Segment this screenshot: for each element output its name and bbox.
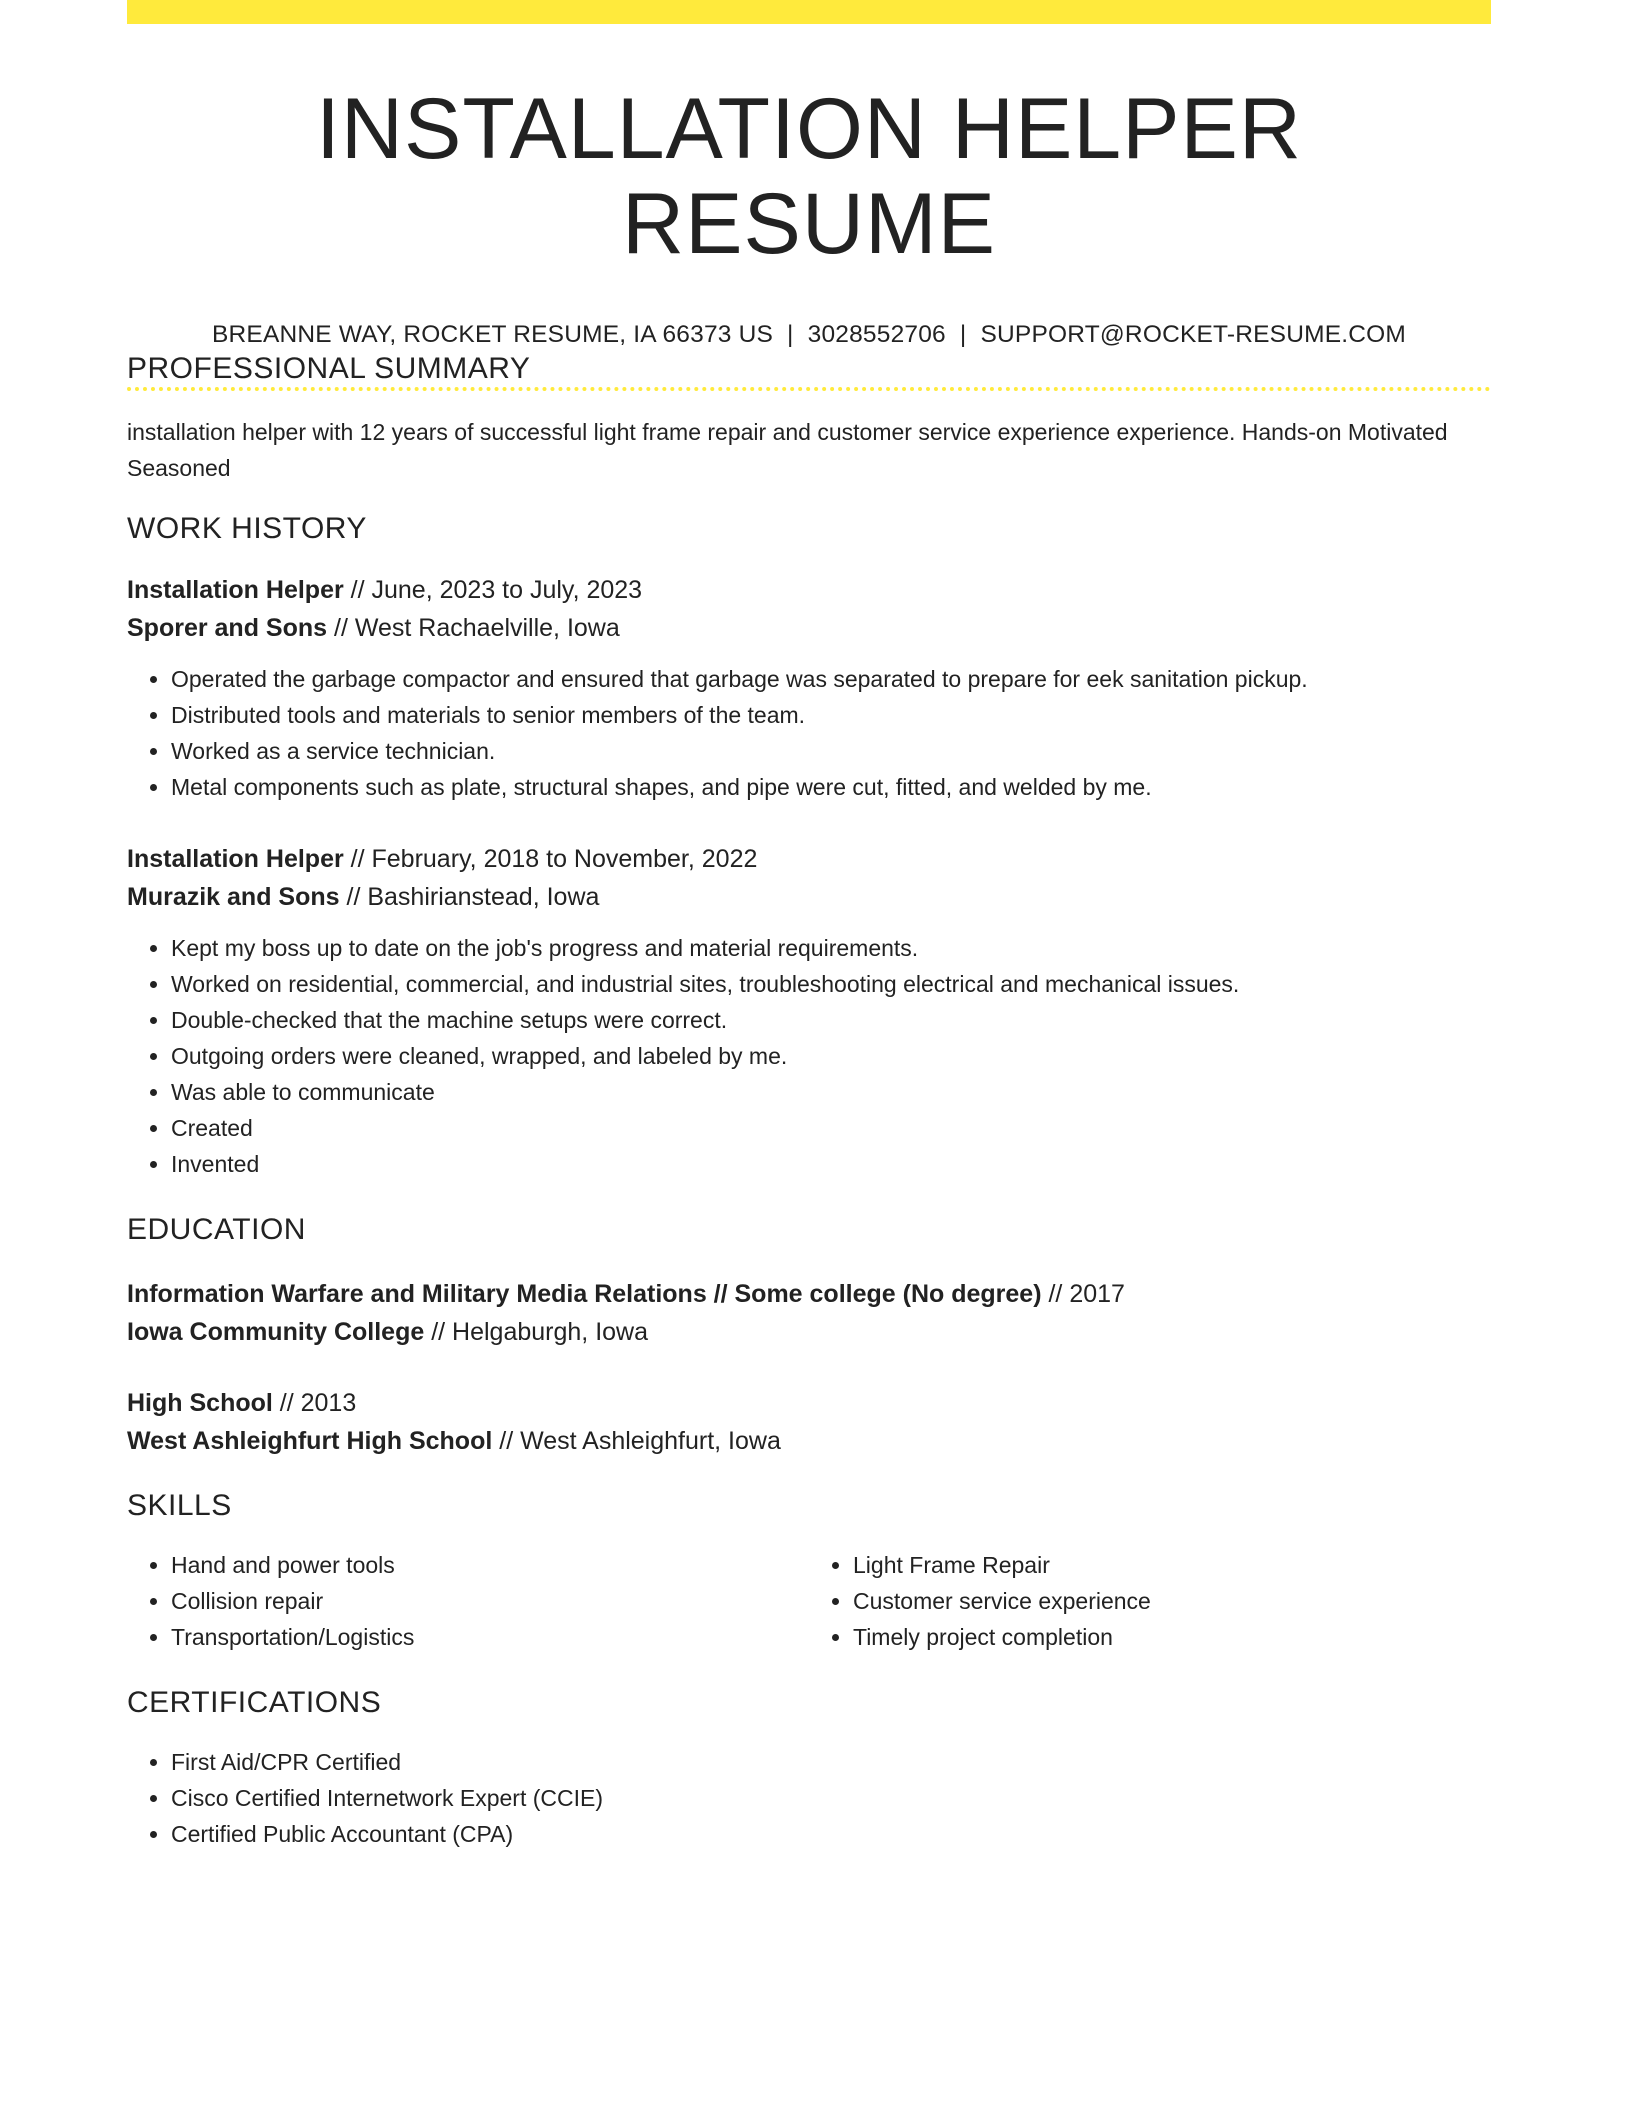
degree-line <box>127 1275 1491 1313</box>
list-item: • Collision repair <box>171 1583 809 1619</box>
certifications-list <box>127 1744 1491 1852</box>
section-heading-education: EDUCATION <box>127 1213 306 1246</box>
address: BREANNE WAY, ROCKET RESUME, IA 66373 US <box>211 321 774 349</box>
school-line <box>127 1422 1491 1460</box>
list-item: • Metal components such as plate, structural shapes, and pipe were cut, fitted, and welded by me. <box>171 769 1491 805</box>
list-item: • Kept my boss up to date on the job's progress and material requirements. <box>171 930 1491 966</box>
job-duties-list <box>127 661 1491 805</box>
contact-line <box>127 321 1491 349</box>
education-section <box>127 1213 1491 1247</box>
list-item: • Certified Public Accountant (CPA) <box>171 1816 1491 1852</box>
school-location: // Helgaburgh, Iowa <box>424 1318 649 1346</box>
job-company: Sporer and Sons <box>127 614 328 642</box>
list-item: • Outgoing orders were cleaned, wrapped, and labeled by me. <box>171 1038 1491 1074</box>
section-heading-certifications: CERTIFICATIONS <box>127 1686 382 1719</box>
email-link[interactable]: SUPPORT@ROCKET-RESUME.COM <box>980 321 1407 349</box>
accent-bar <box>127 0 1491 24</box>
job-entry <box>127 571 1491 805</box>
list-item: • Worked as a service technician. <box>171 733 1491 769</box>
summary-text: installation helper with 12 years of successful light frame repair and customer service experience experience. Hands-on Motivated Seasoned <box>127 419 1448 481</box>
degree: Information Warfare and Military Media Relations // Some college (No degree) <box>127 1280 1042 1308</box>
list-item: • Timely project completion <box>853 1619 1491 1655</box>
work-history-section <box>127 512 1491 546</box>
list-item: • Created <box>171 1110 1491 1146</box>
list-item: • Double-checked that the machine setups were correct. <box>171 1002 1491 1038</box>
job-dates: // June, 2023 to July, 2023 <box>343 576 643 604</box>
skills-columns <box>127 1547 1491 1655</box>
job-dates: // February, 2018 to November, 2022 <box>343 845 758 873</box>
resume-page <box>127 0 1491 1847</box>
job-location: // Bashirianstead, Iowa <box>339 883 600 911</box>
section-heading-work: WORK HISTORY <box>127 512 367 545</box>
job-title: Installation Helper <box>127 576 344 604</box>
job-location: // West Rachaelville, Iowa <box>327 614 620 642</box>
contact-separator: | <box>959 321 967 349</box>
education-entry <box>127 1384 1491 1460</box>
section-heading-skills: SKILLS <box>127 1489 232 1522</box>
list-item: • Operated the garbage compactor and ensured that garbage was separated to prepare for eek sanitation pickup. <box>171 661 1491 697</box>
school-name: Iowa Community College <box>127 1318 425 1346</box>
list-item: • Transportation/Logistics <box>171 1619 809 1655</box>
degree-line <box>127 1384 1491 1422</box>
list-item: • Light Frame Repair <box>853 1547 1491 1583</box>
list-item: • Distributed tools and materials to senior members of the team. <box>171 697 1491 733</box>
list-item: • Was able to communicate <box>171 1074 1491 1110</box>
job-entry <box>127 840 1491 1182</box>
school-name: West Ashleighfurt High School <box>127 1427 493 1455</box>
resume-title: INSTALLATION HELPER RESUME <box>316 81 1302 272</box>
list-item: • Hand and power tools <box>171 1547 809 1583</box>
graduation-year: // 2017 <box>1041 1280 1125 1308</box>
graduation-year: // 2013 <box>272 1389 357 1417</box>
skills-list-left <box>127 1547 809 1655</box>
degree: High School <box>127 1389 273 1417</box>
job-title-line <box>127 840 1491 878</box>
job-title-line <box>127 571 1491 609</box>
education-entry <box>127 1275 1491 1351</box>
list-item: • Worked on residential, commercial, and industrial sites, troubleshooting electrical and mechanical issues. <box>171 966 1491 1002</box>
skills-section <box>127 1489 1491 1655</box>
list-item: • Invented <box>171 1146 1491 1182</box>
job-duties-list <box>127 930 1491 1182</box>
contact-separator: | <box>787 321 794 349</box>
job-company-line <box>127 609 1491 647</box>
skills-list-right <box>809 1547 1491 1655</box>
list-item: • Cisco Certified Internetwork Expert (CCIE) <box>171 1780 1491 1816</box>
certifications-section <box>127 1686 1491 1852</box>
job-company: Murazik and Sons <box>127 883 340 911</box>
list-item: • Customer service experience <box>853 1583 1491 1619</box>
list-item: • First Aid/CPR Certified <box>171 1744 1491 1780</box>
job-company-line <box>127 878 1491 916</box>
school-line <box>127 1313 1491 1351</box>
phone: 3028552706 <box>807 321 946 349</box>
school-location: // West Ashleighfurt, Iowa <box>492 1427 781 1455</box>
section-heading-summary: PROFESSIONAL SUMMARY <box>127 352 531 385</box>
summary-section <box>127 352 1491 486</box>
job-title: Installation Helper <box>127 845 344 873</box>
